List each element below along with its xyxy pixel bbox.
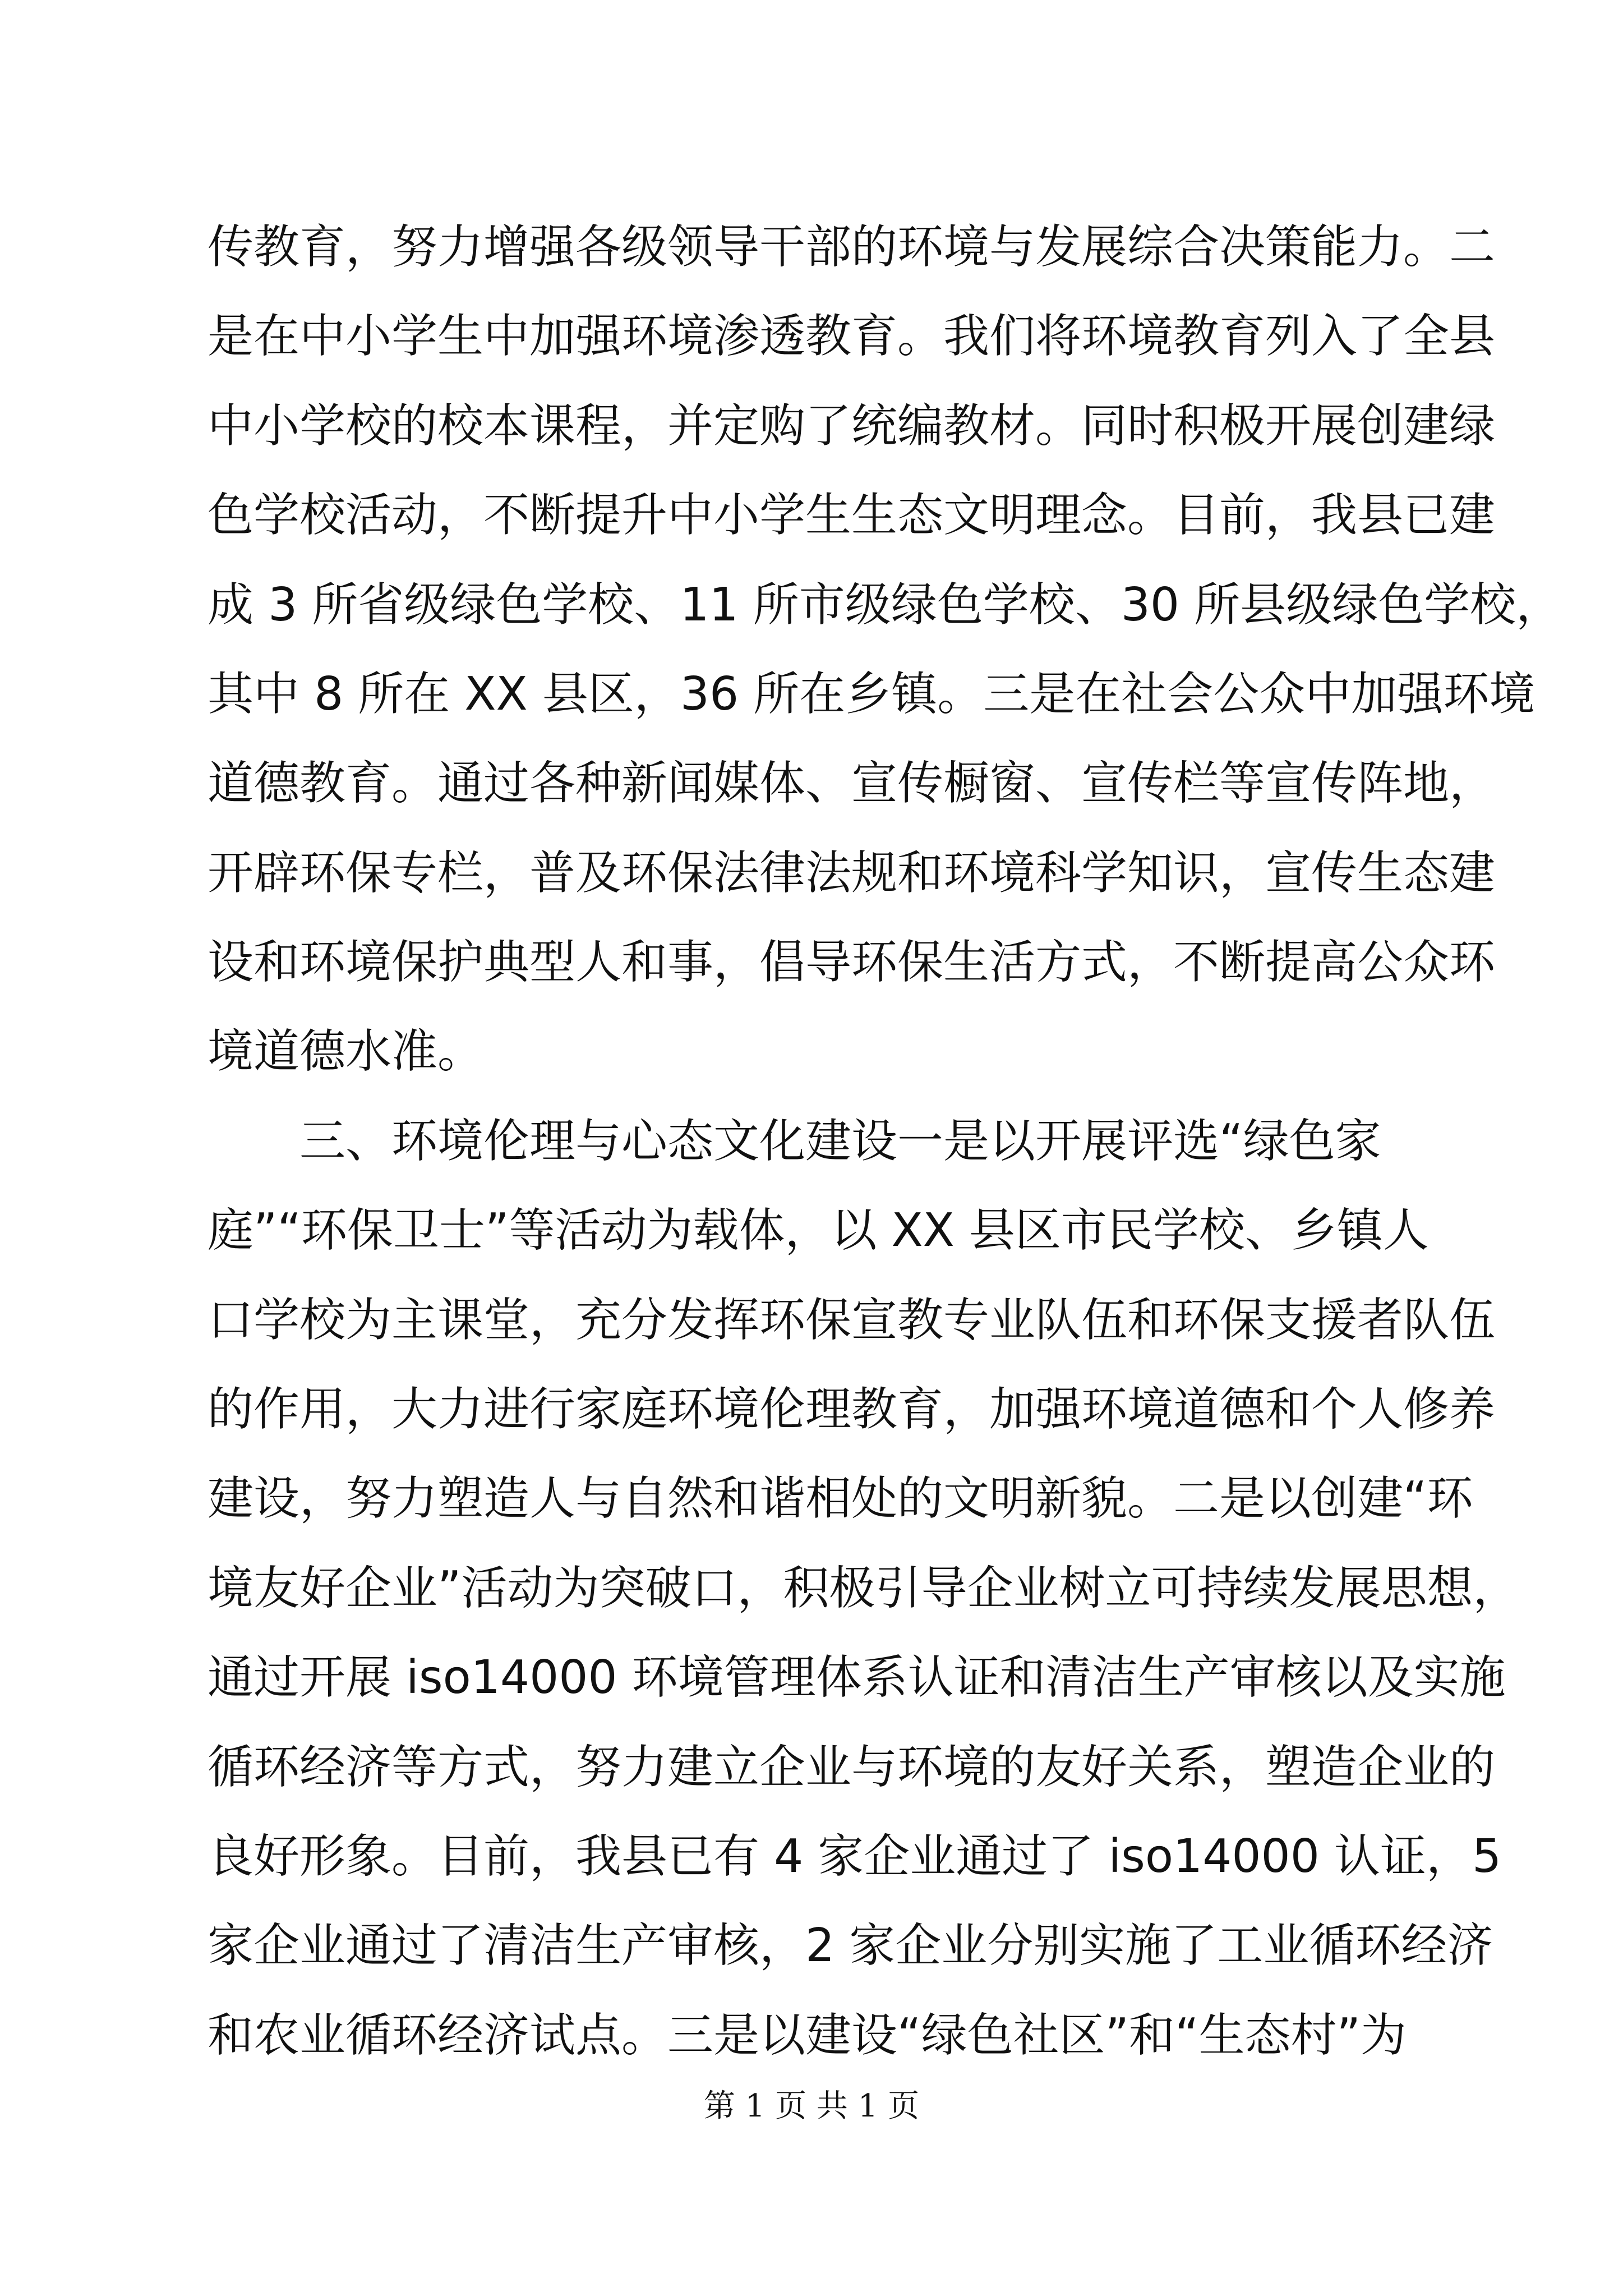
text-line-13: 口学校为主课堂，充分发挥环保宣教专业队伍和环保支援者队伍 bbox=[208, 1294, 1496, 1347]
text-line-1: 传教育，努力增强各级领导干部的环境与发展综合决策能力。二 bbox=[208, 220, 1496, 274]
text-line-9: 设和环境保护典型人和事，倡导环保生活方式，不断提高公众环 bbox=[208, 936, 1496, 989]
text-line-12: 庭”“环保卫士”等活动为载体，以 XX 县区市民学校、乡镇人 bbox=[208, 1204, 1429, 1257]
text-line-2: 是在中小学生中加强环境渗透教育。我们将环境教育列入了全县 bbox=[208, 310, 1496, 363]
text-line-16: 境友好企业”活动为突破口，积极引导企业树立可持续发展思想， bbox=[208, 1562, 1519, 1615]
page-footer: 第 1 页 共 1 页 bbox=[703, 2088, 920, 2124]
text-line-10: 境道德水准。 bbox=[208, 1025, 484, 1078]
paragraph-heading: 三、环境伦理与心态文化建设一是以开展评选“绿色家 bbox=[299, 1115, 1381, 1168]
text-line-17: 通过开展 iso14000 环境管理体系认证和清洁生产审核以及实施 bbox=[208, 1651, 1506, 1704]
text-line-21: 和农业循环经济试点。三是以建设“绿色社区”和“生态村”为 bbox=[208, 2009, 1407, 2062]
text-line-7: 道德教育。通过各种新闻媒体、宣传橱窗、宣传栏等宣传阵地， bbox=[208, 757, 1496, 810]
text-line-14: 的作用，大力进行家庭环境伦理教育，加强环境道德和个人修养 bbox=[208, 1383, 1496, 1436]
text-line-8: 开辟环保专栏，普及环保法律法规和环境科学知识，宣传生态建 bbox=[208, 846, 1496, 900]
text-line-3: 中小学校的校本课程，并定购了统编教材。同时积极开展创建绿 bbox=[208, 399, 1496, 453]
text-line-18: 循环经济等方式，努力建立企业与环境的友好关系，塑造企业的 bbox=[208, 1741, 1496, 1794]
text-line-20: 家企业通过了清洁生产审核，2 家企业分别实施了工业循环经济 bbox=[208, 1919, 1493, 1972]
text-line-5: 成 3 所省级绿色学校、11 所市级绿色学校、30 所县级绿色学校， bbox=[208, 578, 1562, 632]
text-line-4: 色学校活动，不断提升中小学生生态文明理念。目前，我县已建 bbox=[208, 489, 1496, 542]
text-line-19: 良好形象。目前，我县已有 4 家企业通过了 iso14000 认证，5 bbox=[208, 1830, 1502, 1883]
text-line-6: 其中 8 所在 XX 县区，36 所在乡镇。三是在社会公众中加强环境 bbox=[208, 668, 1536, 721]
text-line-15: 建设，努力塑造人与自然和谐相处的文明新貌。二是以创建“环 bbox=[208, 1472, 1473, 1525]
